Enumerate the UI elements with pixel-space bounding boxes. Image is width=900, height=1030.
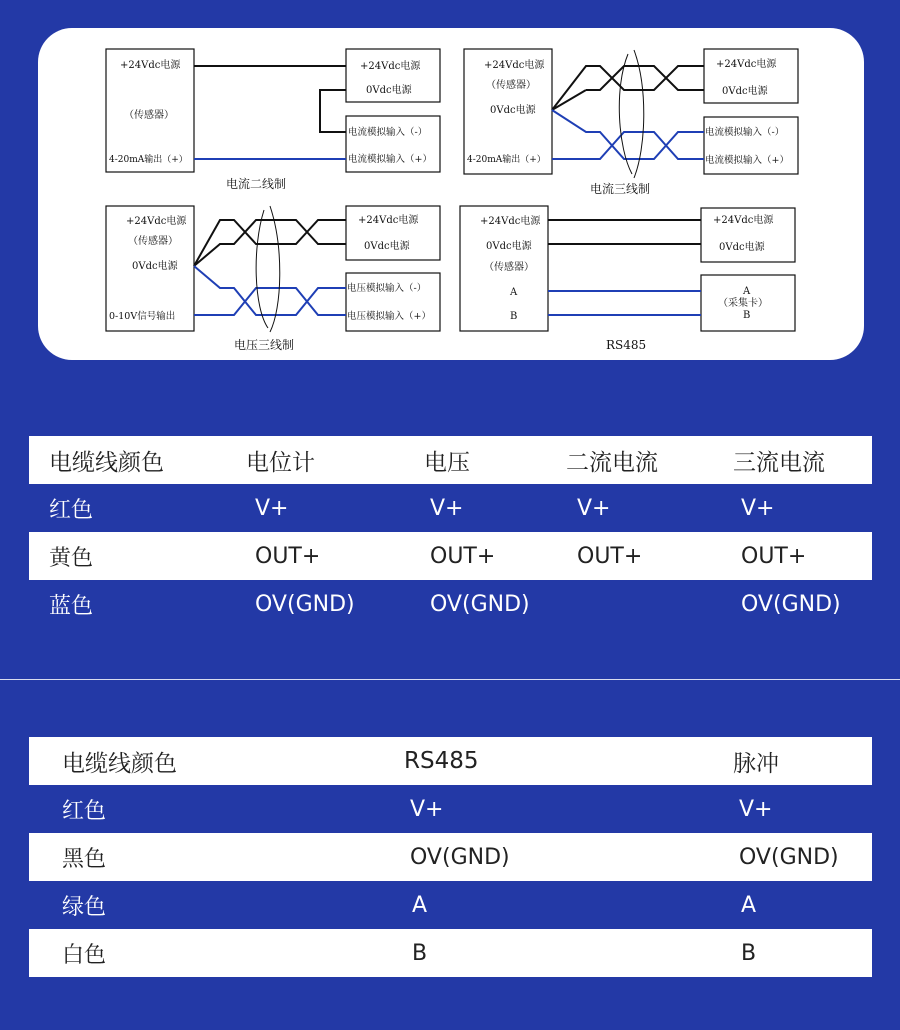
header-voltage: 电压: [424, 449, 470, 476]
cell-value: OV(GND): [739, 844, 839, 870]
three-wire-voltage-input-box: [346, 273, 440, 331]
cell-value: OV(GND): [430, 591, 530, 617]
rs485-power-label-2: 0Vdc电源: [719, 242, 765, 253]
three-wire-current-caption: 电流三线制: [590, 182, 651, 196]
cell-value: OUT+: [577, 543, 643, 569]
table-row: [29, 785, 872, 833]
two-wire-power-label-1: +24Vdc电源: [360, 61, 421, 72]
two-wire-sensor-label-1: +24Vdc电源: [120, 60, 181, 71]
cell-value: A: [412, 892, 428, 918]
cell-value: OUT+: [255, 543, 321, 569]
cell-color: 白色: [62, 942, 107, 968]
cell-color: 绿色: [62, 894, 107, 920]
wiring-diagram-card: [38, 28, 864, 360]
three-wire-voltage-shield: [256, 206, 280, 332]
rs485-sensor-label-5: B: [510, 311, 518, 322]
rs485-black-wires: [548, 220, 701, 244]
cell-value: OV(GND): [255, 591, 355, 617]
cell-color: 黑色: [62, 846, 107, 872]
cable-color-table-analog: [29, 436, 872, 628]
three-wire-current-black-wires: [552, 66, 704, 110]
rs485-card-label-3: B: [743, 310, 751, 321]
three-wire-voltage-caption: 电压三线制: [234, 338, 295, 352]
three-wire-voltage-input-label-1: 电压模拟输入（-）: [347, 283, 427, 294]
three-wire-current-sensor-label-4: 4-20mA输出（+）: [467, 155, 546, 165]
cell-value: OUT+: [741, 543, 807, 569]
cell-value: V+: [739, 796, 773, 822]
two-wire-caption: 电流二线制: [226, 177, 287, 191]
rs485-caption: RS485: [606, 338, 647, 352]
three-wire-voltage-sensor-label-3: 0Vdc电源: [132, 261, 178, 272]
rs485-power-label-1: +24Vdc电源: [713, 215, 774, 226]
three-wire-current-blue-wires: [552, 110, 704, 159]
table-row: [29, 532, 872, 580]
table-row: [29, 929, 872, 977]
section-divider: [0, 679, 900, 680]
cable-color-table-digital: [29, 737, 872, 977]
cell-value: OUT+: [430, 543, 496, 569]
table-row: [29, 580, 872, 628]
three-wire-current-input-label-1: 电流模拟输入（-）: [705, 127, 785, 138]
cell-value: A: [741, 892, 757, 918]
cell-color: 红色: [62, 798, 107, 824]
header-pulse: 脉冲: [733, 750, 779, 777]
three-wire-current-power-label-2: 0Vdc电源: [722, 86, 768, 97]
three-wire-current-sensor-label-2: （传感器）: [486, 80, 536, 91]
two-wire-input-label-1: 电流模拟输入（-）: [348, 127, 428, 138]
three-wire-voltage-input-label-2: 电压模拟输入（+）: [347, 311, 431, 322]
cell-value: OV(GND): [410, 844, 510, 870]
cell-value: V+: [410, 796, 444, 822]
cell-value: V+: [741, 495, 775, 521]
two-wire-sensor-label-3: 4-20mA输出（+）: [109, 155, 188, 165]
three-wire-current-power-label-1: +24Vdc电源: [716, 59, 777, 70]
cell-color: 蓝色: [49, 593, 94, 619]
rs485-blue-wires: [548, 291, 701, 315]
two-wire-sensor-label-2: （传感器）: [124, 110, 174, 121]
three-wire-voltage-sensor-label-2: （传感器）: [128, 236, 178, 247]
three-wire-voltage-sensor-label-4: 0-10V信号输出: [109, 311, 176, 322]
table-row: [29, 484, 872, 532]
rs485-sensor-label-2: 0Vdc电源: [486, 241, 532, 252]
table-row: [29, 833, 872, 881]
cell-color: 黄色: [49, 545, 94, 571]
cell-color: 红色: [49, 497, 94, 523]
cell-value: V+: [577, 495, 611, 521]
two-wire-black-wire: [194, 66, 346, 132]
three-wire-voltage-power-label-1: +24Vdc电源: [358, 215, 419, 226]
cell-value: V+: [430, 495, 464, 521]
cell-value: B: [412, 940, 428, 966]
three-wire-current-sensor-label-1: +24Vdc电源: [484, 60, 545, 71]
header-two-wire-current: 二流电流: [566, 449, 658, 476]
table-header-row: [29, 737, 872, 785]
two-wire-input-label-2: 电流模拟输入（+）: [348, 154, 432, 165]
cell-value: B: [741, 940, 757, 966]
three-wire-current-sensor-label-3: 0Vdc电源: [490, 105, 536, 116]
header-potentiometer: 电位计: [246, 449, 315, 476]
rs485-sensor-label-4: A: [510, 287, 518, 298]
three-wire-voltage-black-wires: [194, 220, 346, 266]
cell-value: V+: [255, 495, 289, 521]
three-wire-voltage-blue-wires: [194, 266, 346, 315]
header-cable-color: 电缆线颜色: [62, 750, 177, 777]
cell-value: OV(GND): [741, 591, 841, 617]
rs485-card-label-1: A: [743, 286, 751, 297]
table-header-row: [29, 436, 872, 484]
wiring-diagram: [38, 28, 864, 360]
three-wire-voltage-sensor-label-1: +24Vdc电源: [126, 216, 187, 227]
header-cable-color: 电缆线颜色: [49, 449, 164, 476]
three-wire-voltage-power-label-2: 0Vdc电源: [364, 241, 410, 252]
rs485-sensor-label-1: +24Vdc电源: [480, 216, 541, 227]
header-rs485: RS485: [404, 748, 479, 774]
header-three-wire-current: 三流电流: [733, 449, 825, 476]
two-wire-power-label-2: 0Vdc电源: [366, 85, 412, 96]
three-wire-current-input-label-2: 电流模拟输入（+）: [705, 155, 789, 166]
rs485-sensor-label-3: （传感器）: [484, 262, 534, 273]
table-row: [29, 881, 872, 929]
rs485-card-label-2: （采集卡）: [718, 298, 768, 309]
